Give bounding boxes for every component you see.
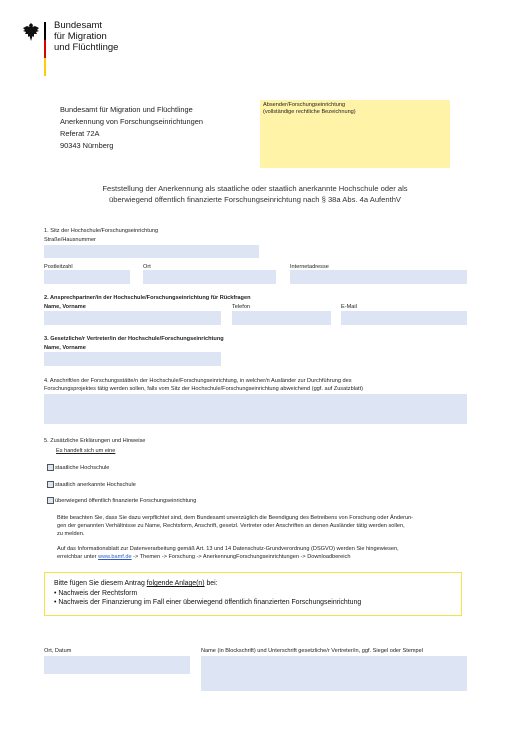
section4-subheading: Forschungsprojektes tätig werden sollen, falls vom Sitz der Hochschule/Forschungseinrichtung abweichend (ggf. auf Zusatzblatt): [44, 386, 364, 392]
section5-subheading: Es handelt sich um eine: [56, 448, 116, 454]
attachments-intro-suffix: bei:: [204, 580, 218, 587]
place-date-label: Ort, Datum: [44, 648, 72, 654]
street-input[interactable]: [44, 245, 259, 258]
signature-label: Name (in Blockschrift) und Unterschrift gesetzliche/r Vertreter/in, ggf. Siegel oder Stempel: [201, 648, 423, 654]
zip-input[interactable]: [44, 270, 130, 284]
recipient-line-3: Referat 72A: [60, 129, 100, 138]
zip-label: Postleitzahl: [44, 264, 73, 270]
signature-input[interactable]: [201, 656, 467, 691]
sender-label: Absender/Forschungseinrichtung: [263, 102, 346, 108]
contact-name-input[interactable]: [44, 311, 221, 325]
section3-heading: 3. Gesetzliche/r Vertreter/in der Hochschule/Forschungseinrichtung: [44, 336, 224, 342]
attachment-item-2: [54, 598, 461, 608]
data-protection-suffix: -> Themen -> Forschung -> AnerkennungForschungseinrichtungen -> Downloadbereich: [131, 553, 351, 560]
email-input[interactable]: [341, 311, 467, 325]
phone-input[interactable]: [232, 311, 331, 325]
place-date-input[interactable]: [44, 656, 190, 674]
attachment-item-2-label: Nachweis der Finanzierung im Fall einer überwiegend öffentlich finanzierten Forschungseinrichtung: [58, 599, 362, 606]
section1-heading: 1. Sitz der Hochschule/Forschungseinrichtung: [44, 228, 159, 234]
obligation-note-line-3: zu melden.: [57, 530, 85, 537]
title-line-1: Feststellung der Anerkennung als staatliche oder staatlich anerkannte Hochschule oder als: [102, 184, 408, 193]
phone-label: Telefon: [232, 304, 251, 310]
checkbox-recognized-university[interactable]: [47, 481, 54, 488]
data-protection-prefix: erreichbar unter: [57, 553, 99, 560]
recipient-line-4: 90343 Nürnberg: [60, 141, 114, 150]
organization-name: [54, 20, 118, 53]
bullet-icon: •: [54, 589, 59, 597]
obligation-note-line-1: Bitte beachten Sie, dass Sie dazu verpflichtet sind, dem Bundesamt unverzüglich die Beendigung des Betreibens von Forschung oder Änderun-: [57, 515, 414, 521]
sender-field[interactable]: [260, 100, 450, 168]
option-recognized-university-label: staatlich anerkannte Hochschule: [55, 482, 136, 488]
city-label: Ort: [143, 264, 151, 270]
org-line-3: und Flüchtlinge: [54, 42, 119, 53]
attachments-notice: [44, 572, 462, 616]
recipient-address: [60, 104, 203, 152]
bamf-link[interactable]: www.bamf.de: [98, 553, 132, 560]
data-protection-line-1: Auf das Informationsblatt zur Datenverarbeitung gemäß Art. 13 und 14 Datenschutz-Grundverordnung (DSGVO) werden Sie hingewiesen,: [57, 546, 399, 552]
attachments-intro-underlined: folgende Anlage(n): [146, 580, 205, 587]
website-label: Internetadresse: [290, 264, 329, 270]
attachments-intro: [54, 579, 461, 589]
section5-heading: 5. Zusätzliche Erklärungen und Hinweise: [44, 438, 146, 444]
representative-name-input[interactable]: [44, 352, 221, 366]
section4-heading: 4. Anschrift/en der Forschungsstätte/n der Hochschule/Forschungseinrichtung, in welcher/n Ausländer zur Durchführung des: [44, 378, 352, 384]
contact-name-label: Name, Vorname: [44, 304, 86, 310]
option-state-university-label: staatliche Hochschule: [55, 465, 110, 471]
representative-name-label: Name, Vorname: [44, 345, 86, 351]
flag-stripe: [44, 22, 46, 76]
title-line-2: überwiegend öffentlich finanzierte Forschungseinrichtung nach § 38a Abs. 4a AufenthV: [109, 195, 401, 204]
recipient-line-1: Bundesamt für Migration und Flüchtlinge: [60, 105, 193, 114]
bullet-icon: •: [54, 599, 59, 606]
org-line-1: Bundesamt: [54, 20, 103, 31]
attachment-item-1: [54, 589, 461, 599]
city-input[interactable]: [143, 270, 276, 284]
obligation-note-line-2: gen der genannten Verhältnisse zu Name, Rechtsform, Anschrift, gesetzl. Vertreter oder Anschriften an denen Ausländer tätig werden sollen,: [57, 522, 405, 529]
email-label: E-Mail: [341, 304, 357, 310]
option-publicly-funded-label: überwiegend öffentlich finanzierte Forschungseinrichtung: [55, 498, 197, 504]
data-protection-line-2: [57, 554, 399, 562]
street-label: Straße/Hausnummer: [44, 237, 96, 243]
checkbox-publicly-funded[interactable]: [47, 497, 54, 504]
attachment-item-1-label: Nachweis der Rechtsform: [58, 589, 138, 597]
section2-heading: 2. Ansprechpartner/in der Hochschule/Forschungseinrichtung für Rückfragen: [44, 295, 251, 301]
research-sites-input[interactable]: [44, 394, 467, 424]
org-line-2: für Migration: [54, 31, 107, 42]
sender-sublabel: (vollständige rechtliche Bezeichnung): [263, 109, 356, 115]
obligation-note: [57, 515, 413, 538]
checkbox-state-university[interactable]: [47, 464, 54, 471]
federal-eagle-logo: [22, 22, 40, 42]
attachments-intro-prefix: Bitte fügen Sie diesem Antrag: [54, 580, 147, 587]
recipient-line-2: Anerkennung von Forschungseinrichtungen: [60, 117, 203, 126]
data-protection-note: [57, 546, 399, 562]
website-input[interactable]: [290, 270, 467, 284]
form-title: [60, 183, 450, 205]
